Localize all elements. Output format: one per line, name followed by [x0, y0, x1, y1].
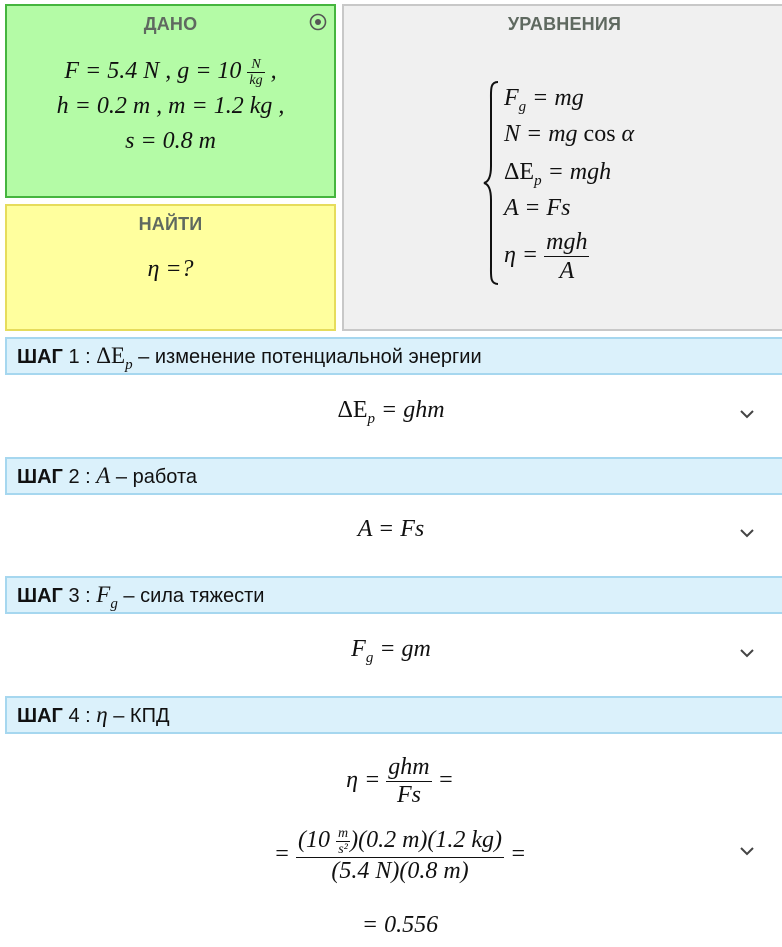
step-4-word: ШАГ — [17, 705, 63, 727]
step-3-number: 3 : — [68, 585, 91, 607]
equation-work: A = Fs — [504, 195, 571, 221]
given-line-2: h = 0.2 m , m = 1.2 kg , — [56, 93, 285, 119]
find-title: НАЙТИ — [138, 214, 203, 234]
eq-eta-den: A — [559, 258, 575, 284]
step-1-symbol-main: ΔE — [96, 343, 126, 368]
step-4-header[interactable] — [5, 696, 782, 734]
step-3-formula-right: = gm — [373, 636, 431, 662]
step-3-formula — [0, 636, 782, 666]
step-2-chevron-down-icon[interactable] — [738, 527, 756, 539]
step-4-symbol: η — [96, 702, 108, 727]
step-3-symbol-sub: g — [110, 596, 118, 612]
step-4-line-2-fraction — [296, 826, 504, 885]
eq-fg-sub: g — [518, 99, 527, 115]
step-2-desc: – работа — [115, 466, 198, 488]
step-1-desc: – изменение потенциальной энергии — [138, 346, 482, 368]
find-expression: η =? — [147, 256, 194, 282]
step-4-desc: – КПД — [113, 705, 170, 727]
g-unit-num: N — [247, 57, 264, 73]
equations-panel — [342, 4, 782, 331]
step-4-unit-den: s² — [338, 842, 348, 857]
step-2-header[interactable] — [5, 457, 782, 495]
given-title: ДАНО — [143, 14, 198, 34]
step-1-header[interactable] — [5, 337, 782, 375]
step-4-line-1-right: = — [437, 767, 454, 794]
step-3-header[interactable] — [5, 576, 782, 614]
step-3-symbol-main: F — [96, 582, 111, 607]
step-3-word: ШАГ — [17, 585, 63, 607]
equation-potential — [504, 158, 611, 189]
eq-fg-left: F — [504, 85, 519, 111]
equation-efficiency — [504, 228, 589, 285]
equation-system — [482, 78, 732, 293]
step-1-formula-sub: p — [367, 411, 376, 427]
step-4-line-2-num-a: (10 — [297, 827, 330, 854]
step-1-formula-left: ΔE — [337, 397, 368, 423]
step-1-number: 1 : — [68, 346, 91, 368]
step-4-line-2-num-b: )(0.2 m)(1.2 kg) — [350, 827, 503, 854]
equations-title: УРАВНЕНИЯ — [507, 14, 622, 34]
eq-n-right: α — [615, 121, 635, 147]
step-4-line-1 — [0, 754, 782, 809]
step-4-line-2-den: (5.4 N)(0.8 m) — [331, 858, 469, 884]
g-unit-fraction — [247, 57, 264, 88]
step-2-number: 2 : — [68, 466, 91, 488]
step-1-symbol-sub: p — [125, 357, 133, 373]
eq-eta-left: η = — [504, 242, 539, 269]
step-4-line-1-den: Fs — [396, 782, 421, 808]
step-4-line-2-num — [296, 826, 504, 858]
step-4-line-2-left: = — [273, 841, 290, 868]
step-1-formula-right: = ghm — [375, 397, 445, 423]
eq-de-right: = mgh — [541, 159, 612, 185]
step-4-number: 4 : — [68, 705, 91, 727]
step-4-unit-num: m — [337, 826, 349, 841]
left-brace-icon — [482, 78, 500, 288]
step-4-unit-fraction — [336, 826, 350, 857]
step-4-line-2-right: = — [510, 841, 527, 868]
eq-eta-fraction — [544, 228, 589, 285]
step-4-line-1-num: ghm — [388, 754, 430, 780]
given-values — [7, 54, 334, 159]
eye-icon[interactable] — [309, 13, 327, 31]
step-1-symbol — [96, 343, 133, 373]
step-3-symbol — [96, 582, 118, 612]
given-line-3: s = 0.8 m — [125, 128, 216, 154]
eq-fg-right: = mg — [526, 85, 584, 111]
step-1-word: ШАГ — [17, 346, 63, 368]
given-line-1-end: , — [270, 58, 277, 84]
eq-de-left: ΔE — [504, 159, 535, 185]
find-panel — [5, 204, 336, 331]
given-line-1 — [7, 54, 334, 89]
equation-gravity — [504, 84, 584, 115]
step-4-line-1-left: η = — [346, 767, 381, 794]
step-3-desc: – сила тяжести — [123, 585, 265, 607]
step-4-chevron-down-icon[interactable] — [738, 845, 756, 857]
step-2-symbol: A — [96, 463, 111, 488]
step-1-chevron-down-icon[interactable] — [738, 408, 756, 420]
step-4-result: = 0.556 — [361, 912, 439, 938]
g-unit-den: kg — [249, 72, 263, 88]
step-1-formula — [0, 397, 782, 427]
eq-n-cos: cos — [583, 121, 616, 147]
step-2-formula: A = Fs — [357, 516, 425, 542]
equation-normal — [504, 120, 634, 148]
given-line-1-text: F = 5.4 N , g = 10 — [64, 58, 242, 84]
step-4-line-2 — [0, 826, 782, 885]
step-3-formula-left: F — [351, 636, 366, 662]
step-3-formula-sub: g — [365, 650, 374, 666]
eq-de-sub: p — [534, 173, 542, 189]
step-3-chevron-down-icon[interactable] — [738, 647, 756, 659]
eq-eta-num: mgh — [546, 229, 588, 255]
step-2-word: ШАГ — [17, 466, 63, 488]
step-4-line-1-fraction — [386, 754, 431, 809]
eq-n-left: N = mg — [504, 121, 584, 147]
given-panel — [5, 4, 336, 198]
